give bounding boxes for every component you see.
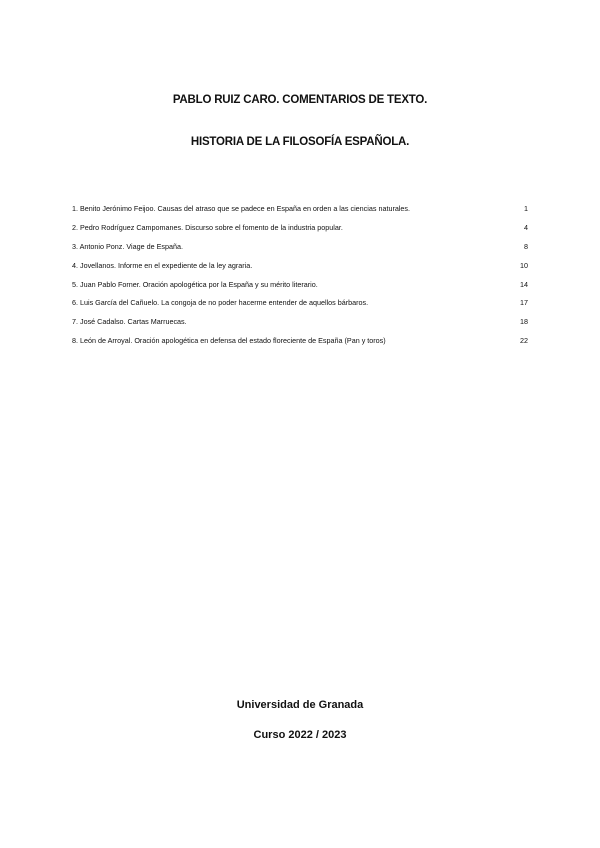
toc-entry-page: 17: [520, 298, 528, 308]
toc-entry-page: 18: [520, 317, 528, 327]
toc-entry-page: 8: [524, 241, 528, 251]
institution-name: Universidad de Granada: [236, 699, 364, 711]
toc-entry: [72, 222, 528, 241]
table-of-contents: [72, 203, 528, 354]
toc-entry-title: 5. Juan Pablo Forner. Oración apologética por la España y su mérito literario.: [72, 279, 318, 289]
toc-entry: [72, 335, 528, 354]
toc-entry-page: 4: [524, 222, 528, 232]
toc-entry-title: 8. León de Arroyal. Oración apologética en defensa del estado floreciente de España (Pan y toros): [72, 336, 386, 346]
toc-entry-page: 22: [520, 336, 528, 346]
toc-entry: [72, 279, 528, 298]
document-subtitle: HISTORIA DE LA FILOSOFÍA ESPAÑOLA.: [190, 136, 410, 148]
toc-entry-title: 3. Antonio Ponz. Viage de España.: [72, 241, 183, 251]
toc-entry-title: 2. Pedro Rodríguez Campomanes. Discurso sobre el fomento de la industria popular.: [72, 222, 343, 232]
toc-entry-page: 10: [520, 260, 528, 270]
toc-entry-page: 1: [524, 204, 528, 213]
toc-entry: [72, 297, 528, 316]
toc-entry: [72, 260, 528, 279]
toc-entry-title: 7. José Cadalso. Cartas Marruecas.: [72, 317, 187, 327]
toc-entry: [72, 241, 528, 260]
toc-entry-title: 4. Jovellanos. Informe en el expediente de la ley agraria.: [72, 260, 253, 270]
document-title: PABLO RUIZ CARO. COMENTARIOS DE TEXTO.: [172, 94, 428, 106]
toc-entry: [72, 316, 528, 335]
toc-entry: [72, 203, 528, 222]
toc-entry-title: 6. Luis García del Cañuelo. La congoja de no poder hacerme entender de aquellos bárbaros.: [72, 298, 369, 308]
toc-entry-title: 1. Benito Jerónimo Feijoo. Causas del atraso que se padece en España en orden a las ciencias naturales.: [72, 204, 411, 213]
course-year: Curso 2022 / 2023: [253, 729, 347, 741]
toc-entry-page: 14: [520, 279, 528, 289]
